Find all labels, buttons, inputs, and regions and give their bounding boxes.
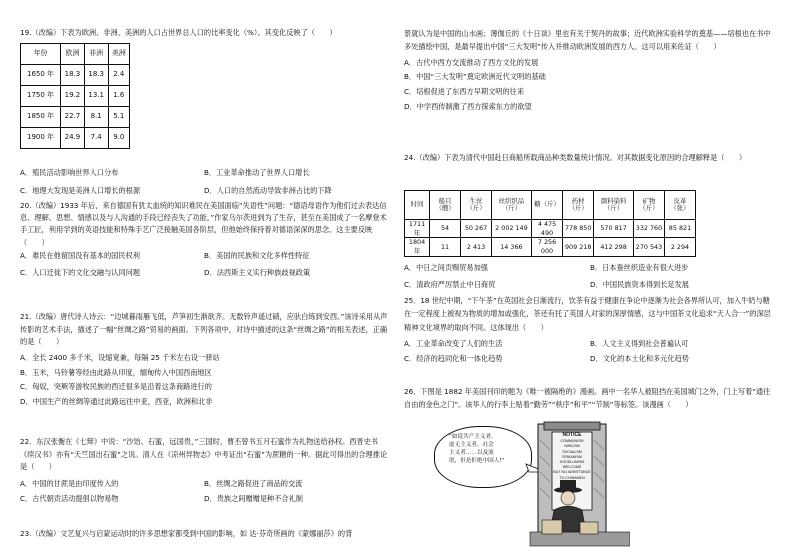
q19-option-d[interactable]: D．人口的自然流动导致非洲占比的下降 — [204, 185, 332, 195]
q24-option-a[interactable]: A．中日之间贡赐贸易加强 — [404, 263, 488, 272]
q23-option-c[interactable]: C．培根促进了东西方早期文明的往来 — [404, 87, 525, 97]
table-row: 1850 年 22.7 8.1 5.1 — [21, 107, 130, 128]
q24-option-b[interactable]: B．日本蚕丝织造业有很大进步 — [590, 263, 689, 272]
q22-option-a[interactable]: A．中国的甘蔗是由印度传入的 — [20, 478, 119, 488]
q20-option-d[interactable]: D．法西斯主义实行种族歧视政策 — [204, 267, 311, 277]
q19-option-a[interactable]: A．殖民活动影响世界人口分布 — [20, 168, 119, 177]
table-row: 1900 年 24.9 7.4 9.0 — [21, 128, 130, 149]
speech-bubble: “如说共产主义者， 虚无主义者，社会 主义者……以及流 氓，但是拒绝中国人!” — [434, 426, 532, 488]
q19-table — [20, 43, 130, 149]
q24-option-c[interactable]: C．清政府严厉禁止中日商贸 — [404, 279, 496, 289]
q24-options — [404, 260, 776, 293]
q23-continuation: 景就认为是中国的山水画；薄伽丘的《十日谈》里也有关于契丹的故事；近代欧洲实验科学的奠基——培根也在书中多处描绘中国，是最早提出中国“三大发明”传入并推动欧洲发展的西方人。这可以用来佐证（ ） — [404, 29, 771, 52]
q23-option-a[interactable]: A．古代中西方交流推动了西方文化的发展 — [404, 57, 539, 67]
q25 — [404, 294, 776, 366]
left-column — [20, 0, 388, 560]
q23 — [404, 27, 776, 115]
table-row: 1804 年 11 2 413 14 366 7 256 000 909 218 412 298 270 543 2 294 — [405, 238, 696, 256]
q22-option-c[interactable]: C．古代朝贡活动提倡以物易物 — [20, 493, 119, 503]
table-row: 年份 欧洲 非洲 美洲 — [21, 44, 130, 65]
q25-option-d[interactable]: D．文化的本土化和多元化趋势 — [590, 354, 689, 364]
q21-option-c[interactable]: C．匈奴，突厥等游牧民族的西迁很多是沿着这条商路进行的 — [20, 382, 212, 392]
q22-option-d[interactable]: D．贵族之间赠赠是种不合礼制 — [204, 493, 303, 503]
q19-option-b[interactable]: B．工业革命推动了世界人口增长 — [204, 168, 310, 177]
q25-option-c[interactable]: C．经济的趋同化和一体化趋势 — [404, 354, 503, 364]
q20-option-c[interactable]: C．人口迁徙下的文化交融与认同问题 — [20, 267, 141, 277]
q23-option-b[interactable]: B．中国“三大发明”奠定欧洲近代文明的基础 — [404, 72, 546, 82]
q25-stem: 25．18 世纪中期，“下午茶”在英国社会日渐流行，饮茶有益于健康在争论中逐渐为社会各界所认可，加入牛奶与糖在一定程度上被视为物质的增加或强化，茶还有托了英国人对家的深厚情感，这与中国茶文化追求“天人合一”的深层精神文化境界的取向不同。这体现出（ ） — [404, 296, 771, 332]
q21-option-b[interactable]: B．玉米，马铃薯等经由此路从印度，缅甸传入中国西南地区 — [20, 367, 212, 377]
q24-table — [404, 190, 696, 257]
q25-option-a[interactable]: A．工业革命改变了人们的生活 — [404, 338, 503, 348]
q26-stem: 26．下图是 1882 年美国刊印的题为《唯一被隔绝的》漫画。画中一名华人被阻挡在美国城门之外，门上写着“通往自由的金色之门”。该华人的行李上贴着“勤劳”“秩序”和平”“节制”等标签。该漫画（ ） — [404, 387, 771, 409]
table-row: 时间 船只（艘） 生丝（斤） 丝织织品（斤） 糖（斤） 药材（斤） 颜料染料（斤） 矿物（斤） 皮革（张） — [405, 191, 696, 220]
right-column — [404, 0, 776, 560]
table-row: 1711 年 54 50 267 2 002 149 4 475 490 778 850 570 817 332 760 85 821 — [405, 220, 696, 238]
q20-option-a[interactable]: A．难民在他留国没有基本的国民权利 — [20, 250, 140, 260]
q20 — [20, 200, 388, 277]
q23-intro: 23.（改编）文艺复兴与启蒙运动时的许多思想家都受到中国的影响，如 达·芬奇所画的《蒙娜丽莎》的背 — [20, 529, 353, 538]
table-row: 1650 年 18.3 18.3 2.4 — [21, 65, 130, 86]
q26-cartoon — [434, 420, 630, 548]
q24-stem: 24.（改编）下表为清代中国赴日商船所载商品种类数量统计情况。对其数据变化原因的合理解释是（ ） — [404, 153, 747, 162]
q22 — [20, 436, 388, 506]
q19-stem: 19.（改编）下表为欧洲、非洲、美洲的人口占世界总人口的比率变化（%）。其变化反映了（ ） — [20, 28, 337, 37]
q21-option-d[interactable]: D．中国生产的丝绸等通过此路远往中亚，西亚，欧洲和北非 — [20, 397, 213, 407]
cartoon-drawing — [434, 420, 630, 548]
table-row: 1750 年 19.2 13.1 1.6 — [21, 86, 130, 107]
q20-stem: 20.（改编）1933 年后，来自德国有犹太血统的知识难民在美国面临“失语性”问题：“德语母语作为他们过去表达信息、理解、思想、情感以及与人沟通的手段已经丧失了功能，”作家乌尔茨进到为了生存，甚至在美国成了一名摩登术手工匠，利用学到的英语技能和特殊手艺广泛接触美国各阶层，但他始终保持着对德语深深的思念。这主要反映（ ） — [20, 201, 387, 247]
gate-notice: NOTICE COMMUNISM NIHILISM SOCIALISM FENIANISM HOODLUMISM WELCOME BUT NO ADMITTANCE TO CHINAMEN — [553, 432, 591, 480]
q22-stem: 22．东汉张衡在《七辩》中说：“沙饴、石蜜，远国贵，”三国时，曹丕曾书五月石蜜作为礼物送给孙权。西晋史书《续汉书》亦有“天竺国出石蜜”之说。清人在《凉州异物志》中考证出“石蜜”为蔗糖的一种。据此可得出的合理推论是（ ） — [20, 437, 388, 472]
q19-option-c[interactable]: C．地理大发现是美洲人口增长的根源 — [20, 185, 141, 195]
q21 — [20, 311, 388, 410]
q21-option-a[interactable]: A．全长 2400 多千米，设缩宽兼，每隔 25 千米左右设一驿站 — [20, 352, 220, 362]
q24-option-d[interactable]: D．中国民族资本得到长足发展 — [590, 279, 689, 289]
q21-stem: 21.（改编）唐代诗人诗云：“边城暮雨雁飞低，芦笋初生渐欲齐。无数铃声遥过碛，应驮白练到安西。”该诗采用从声传影的艺术手法，描述了一幅“丝绸之路”贸易的画面。下列各项中，对诗中描述的这条“丝绸之路”的相关表述，正确的是（ ） — [20, 312, 388, 347]
q20-option-b[interactable]: B．美国的民族和文化多样性特征 — [204, 250, 310, 260]
q22-option-b[interactable]: B．丝绸之路促进了商品的交流 — [204, 478, 303, 488]
q25-option-b[interactable]: B．人文主义得到社会普遍认可 — [590, 338, 689, 348]
q23-option-d[interactable]: D．中学西传制激了西方探索东方的欲望 — [404, 101, 532, 111]
q19-options — [20, 168, 388, 195]
